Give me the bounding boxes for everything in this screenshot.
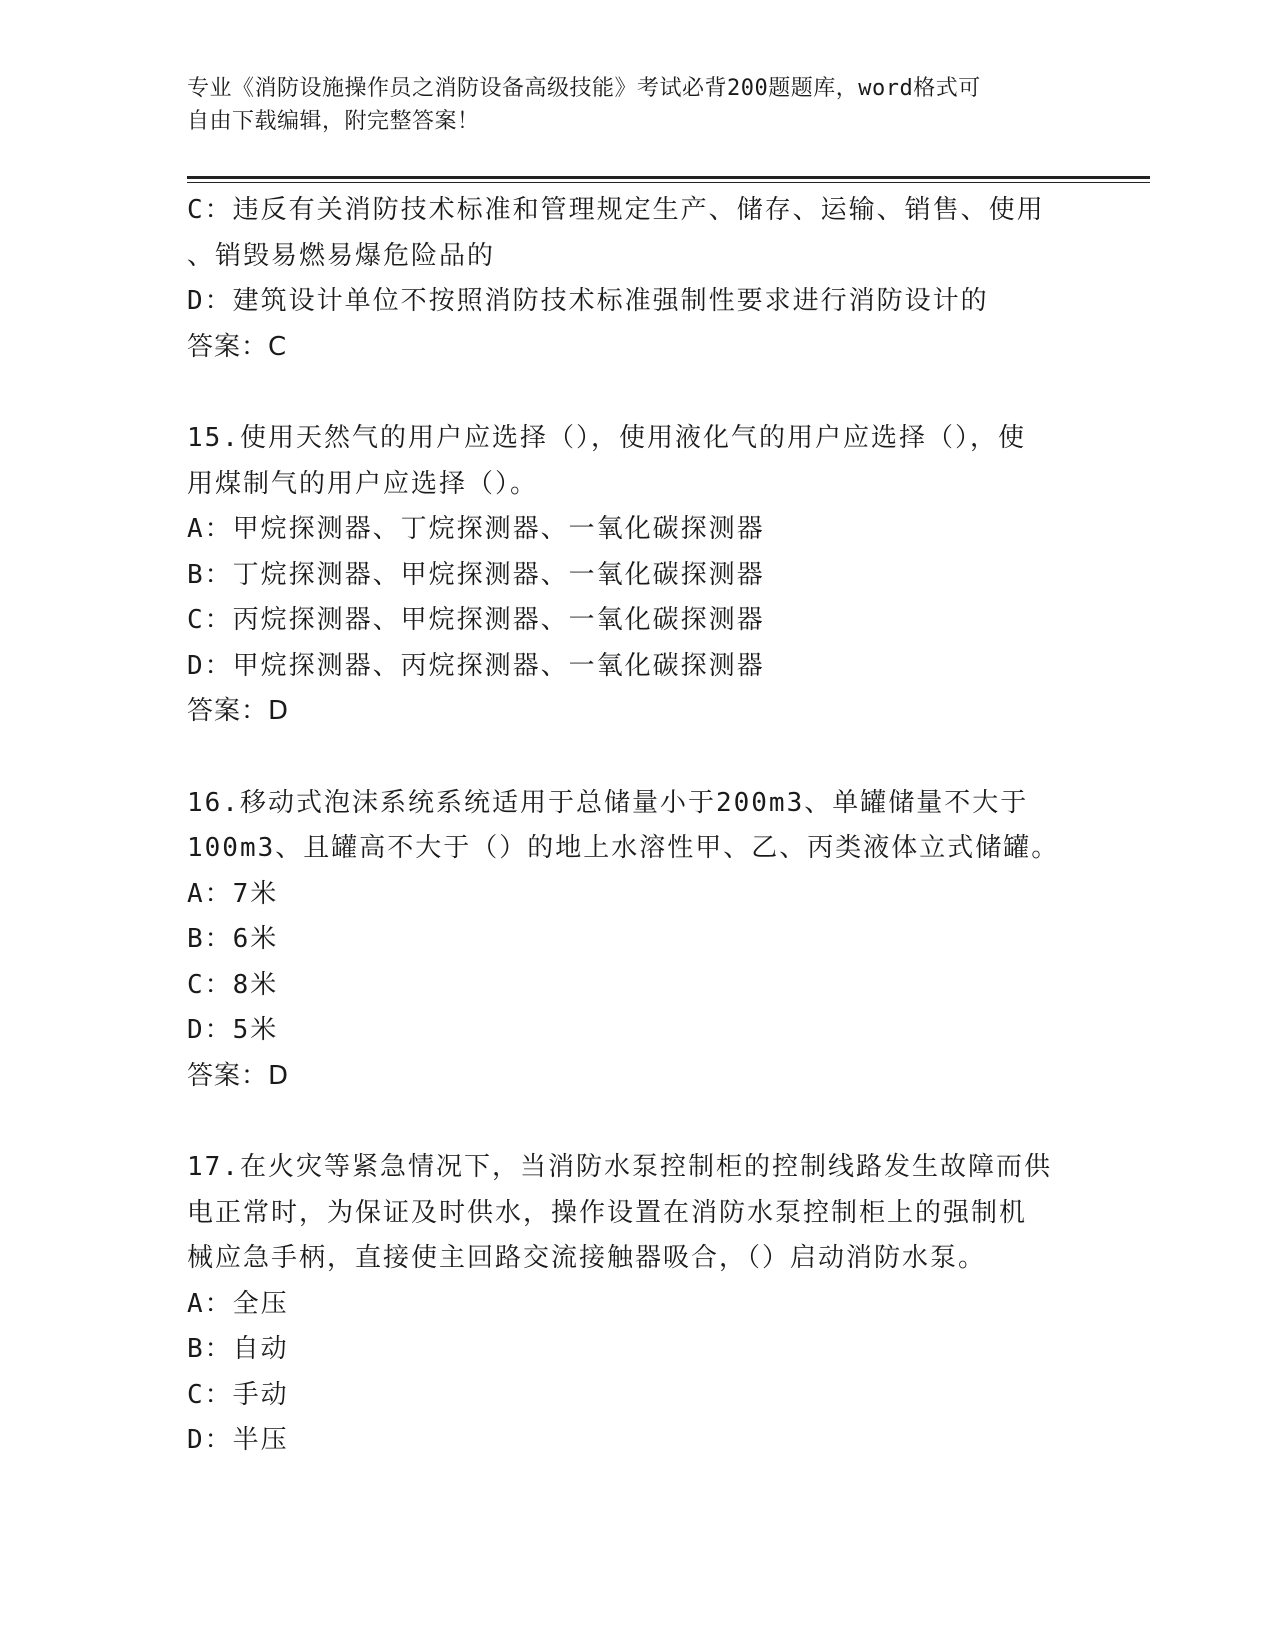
question-stem-line-2: 电正常时，为保证及时供水，操作设置在消防水泵控制柜上的强制机: [187, 1197, 1028, 1228]
document-header: [187, 72, 1087, 138]
option-b: B：6米: [187, 924, 279, 954]
question-content: [187, 188, 1087, 1464]
question-16: [187, 781, 1087, 1100]
option-a: A：甲烷探测器、丁烷探测器、一氧化碳探测器: [187, 514, 765, 544]
option-d: D：建筑设计单位不按照消防技术标准强制性要求进行消防设计的: [187, 286, 989, 316]
option-a: A：全压: [187, 1288, 289, 1319]
option-c-line-2: 、销毁易燃易爆危险品的: [187, 240, 496, 271]
header-line-2: 自由下载编辑，附完整答案！: [187, 109, 480, 134]
option-b: B：自动: [187, 1334, 289, 1364]
answer: 答案：D: [187, 1060, 290, 1091]
question-stem-line-1: 16.移动式泡沫系统系统适用于总储量小于200m3、单罐储量不大于: [187, 787, 1029, 818]
option-c: C：8米: [187, 969, 279, 1000]
header-divider-thick: [187, 176, 1150, 179]
question-15: [187, 416, 1087, 735]
option-d: D：5米: [187, 1015, 279, 1045]
question-stem-line-1: 17.在火灾等紧急情况下，当消防水泵控制柜的控制线路发生故障而供: [187, 1152, 1052, 1182]
option-d: D：半压: [187, 1425, 289, 1455]
question-stem-line-2: 100m3、且罐高不大于（）的地上水溶性甲、乙、丙类液体立式储罐。: [187, 833, 1060, 863]
option-c: C：手动: [187, 1379, 289, 1410]
option-b: B：丁烷探测器、甲烷探测器、一氧化碳探测器: [187, 559, 765, 590]
header-line-1: 专业《消防设施操作员之消防设备高级技能》考试必背200题题库，word格式可: [187, 76, 981, 101]
answer: 答案：D: [187, 696, 290, 726]
question-17: [187, 1145, 1087, 1464]
option-a: A：7米: [187, 878, 279, 909]
question-stem-line-3: 械应急手柄，直接使主回路交流接触器吸合，（）启动消防水泵。: [187, 1243, 987, 1273]
question-stem-line-1: 15.使用天然气的用户应选择（），使用液化气的用户应选择（），使: [187, 423, 1026, 453]
question-14: [187, 188, 1087, 370]
question-stem-line-2: 用煤制气的用户应选择（）。: [187, 468, 539, 499]
answer: 答案：C: [187, 331, 288, 362]
option-d: D：甲烷探测器、丙烷探测器、一氧化碳探测器: [187, 650, 765, 681]
option-c-line-1: C：违反有关消防技术标准和管理规定生产、储存、运输、销售、使用: [187, 195, 1045, 225]
header-divider-thin: [187, 182, 1150, 183]
option-c: C：丙烷探测器、甲烷探测器、一氧化碳探测器: [187, 605, 765, 635]
